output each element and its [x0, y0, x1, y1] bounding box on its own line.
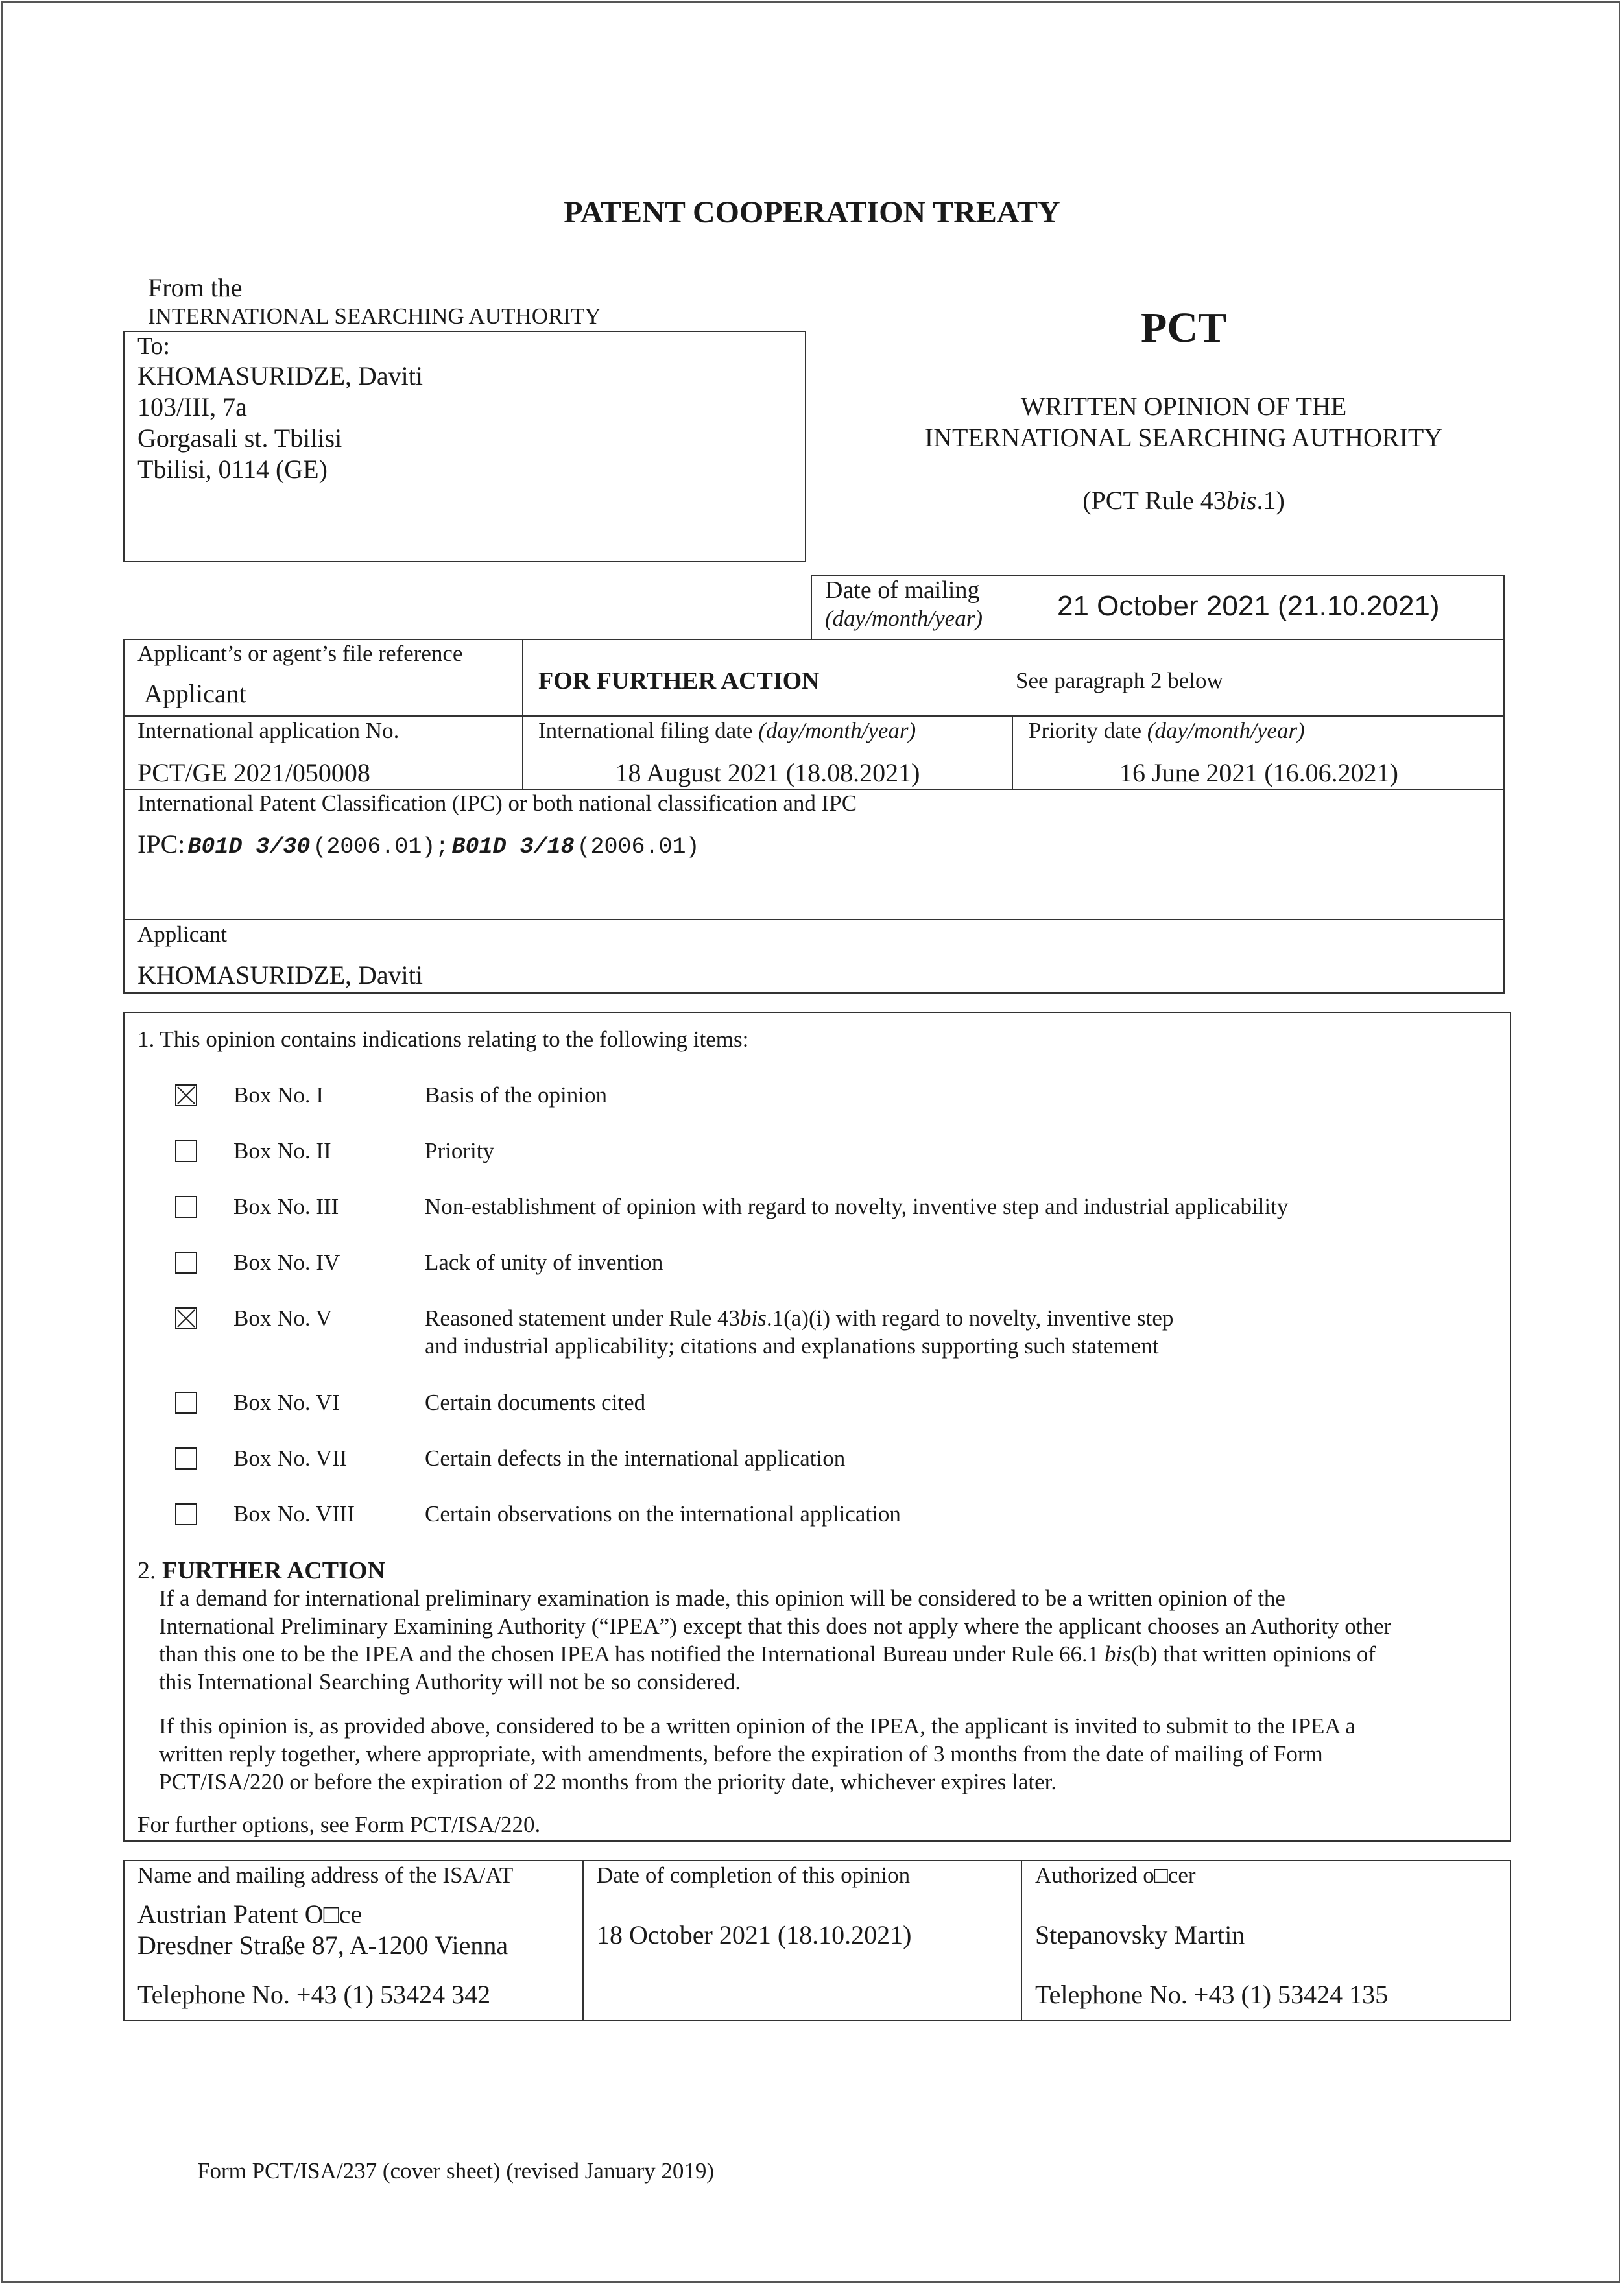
priority-date-format: (day/month/year) [1147, 718, 1305, 743]
ipc-class-2: B01D 3/18 [451, 834, 575, 860]
box-no-label: Box No. II [233, 1138, 331, 1163]
paragraph-line-part-b: (b) that written opinions of [1130, 1641, 1376, 1667]
authorized-officer-label: Authorized o□cer [1035, 1863, 1196, 1888]
box-description: Priority [425, 1138, 494, 1163]
application-no-label: International application No. [137, 718, 400, 743]
priority-date-label-text: Priority date [1029, 718, 1141, 743]
divider [1021, 1860, 1022, 2021]
checkbox-box-ii[interactable] [175, 1140, 197, 1162]
further-action-note: See paragraph 2 below [1016, 668, 1223, 693]
ipc-version-2: (2006.01) [577, 834, 700, 860]
applicant-value: KHOMASURIDZE, Daviti [137, 960, 423, 990]
pct-logo: PCT [1141, 304, 1226, 351]
checkbox-box-iii[interactable] [175, 1196, 197, 1218]
to-label: To: [137, 333, 171, 360]
box-no-label: Box No. IV [233, 1250, 340, 1275]
checkbox-box-iv[interactable] [175, 1252, 197, 1274]
paragraph-line: written reply together, where appropriate, with amendments, before the expiration of 3 months from the date of mailing of Form [159, 1741, 1323, 1767]
paragraph-line: International Preliminary Examining Authority (“IPEA”) except that this does not apply where the applicant chooses an Authority other [159, 1613, 1392, 1639]
paragraph-line [159, 1640, 1391, 1668]
box-no-label: Box No. VIII [233, 1501, 355, 1527]
paragraph-line: this International Searching Authority will not be so considered. [159, 1669, 741, 1695]
checkbox-box-v[interactable] [175, 1307, 197, 1329]
box-description: Lack of unity of invention [425, 1250, 663, 1275]
authority-label: INTERNATIONAL SEARCHING AUTHORITY [148, 304, 601, 329]
mailing-value: 21 October 2021 (21.10.2021) [1057, 590, 1440, 622]
isa-name: Austrian Patent O□ce [137, 1899, 363, 1929]
filing-date-format: (day/month/year) [758, 718, 916, 743]
checkbox-box-vii[interactable] [175, 1447, 197, 1470]
ipc-class-1: B01D 3/30 [187, 834, 311, 860]
checkbox-box-viii[interactable] [175, 1503, 197, 1525]
ipc-label: International Patent Classification (IPC) or both national classification and IPC [137, 791, 857, 816]
box-no-label: Box No. V [233, 1305, 333, 1331]
priority-date-label [1029, 718, 1305, 744]
box-description: Basis of the opinion [425, 1082, 607, 1108]
addressee-line-4: Tbilisi, 0114 (GE) [137, 455, 328, 484]
completion-date-label: Date of completion of this opinion [597, 1863, 911, 1888]
filing-date-value: 18 August 2021 (18.08.2021) [615, 758, 920, 787]
doc-title-line-1: WRITTEN OPINION OF THE [1020, 392, 1347, 421]
box-description: Certain defects in the international application [425, 1446, 846, 1471]
isa-phone: Telephone No. +43 (1) 53424 342 [137, 1980, 491, 2009]
box-description: Non-establishment of opinion with regard to novelty, inventive step and industrial applicability [425, 1194, 1289, 1219]
box-no-label: Box No. VI [233, 1390, 340, 1415]
paragraph-line: PCT/ISA/220 or before the expiration of 22 months from the priority date, whichever expires later. [159, 1769, 1057, 1794]
addressee-line-3: Gorgasali st. Tbilisi [137, 423, 342, 453]
pct-rule-prefix: (PCT Rule 43 [1082, 486, 1226, 515]
box-v-desc-italic: bis [739, 1305, 767, 1331]
checkbox-box-i[interactable] [175, 1084, 197, 1106]
box-v-desc-part-a: Reasoned statement under Rule 43 [425, 1305, 740, 1331]
ipc-prefix: IPC: [137, 829, 185, 859]
filing-date-label [538, 718, 916, 744]
box-description: Certain documents cited [425, 1390, 646, 1415]
mailing-label: Date of mailing [825, 577, 980, 604]
paragraph-line: If this opinion is, as provided above, considered to be a written opinion of the IPEA, the applicant is invited to submit to the IPEA a [159, 1713, 1355, 1739]
application-no-value: PCT/GE 2021/050008 [137, 758, 370, 787]
box-v-desc-part-b: .1(a)(i) with regard to novelty, inventive step [766, 1305, 1174, 1331]
divider [123, 919, 1505, 920]
authorized-officer-name: Stepanovsky Martin [1035, 1920, 1245, 1949]
box-no-label: Box No. III [233, 1194, 339, 1219]
divider [123, 789, 1505, 790]
box-no-label: Box No. I [233, 1082, 324, 1108]
addressee-line-2: 103/III, 7a [137, 392, 247, 422]
paragraph-line-part-a: than this one to be the IPEA and the chosen IPEA has notified the International Bureau under Rule 66.1 [159, 1641, 1105, 1667]
filing-date-label-text: International filing date [538, 718, 753, 743]
isa-label: Name and mailing address of the ISA/AT [137, 1863, 514, 1888]
checkbox-box-vi[interactable] [175, 1392, 197, 1414]
further-action-number: 2. [137, 1557, 156, 1584]
file-ref-value: Applicant [144, 679, 246, 708]
box-no-label: Box No. VII [233, 1446, 348, 1471]
document-header-title: PATENT COOPERATION TREATY [564, 195, 1060, 230]
divider [582, 1860, 584, 2021]
further-action-heading-text: FURTHER ACTION [162, 1557, 385, 1584]
from-label: From the [148, 273, 243, 302]
pct-rule-italic: bis [1226, 486, 1257, 515]
divider [123, 715, 1505, 717]
further-action-paragraph-1 [159, 1584, 1391, 1696]
box-description [425, 1305, 1173, 1331]
pct-rule [843, 485, 1524, 516]
file-ref-label: Applicant’s or agent’s file reference [137, 641, 463, 666]
further-action-paragraph-2 [159, 1712, 1355, 1796]
box-description-line-2: and industrial applicability; citations and explanations supporting such statement [425, 1333, 1159, 1359]
paragraph-line-italic: bis [1105, 1641, 1131, 1667]
pct-rule-suffix: .1) [1256, 486, 1285, 515]
paragraph-line: If a demand for international preliminary examination is made, this opinion will be considered to be a written opinion of the [159, 1586, 1285, 1611]
priority-date-value: 16 June 2021 (16.06.2021) [1119, 758, 1398, 787]
form-footer: Form PCT/ISA/237 (cover sheet) (revised January 2019) [197, 2158, 715, 2184]
authorized-officer-phone: Telephone No. +43 (1) 53424 135 [1035, 1980, 1389, 2009]
ipc-version-1: (2006.01); [313, 834, 449, 860]
further-options-note: For further options, see Form PCT/ISA/220. [137, 1812, 541, 1837]
doc-title-line-2: INTERNATIONAL SEARCHING AUTHORITY [924, 423, 1443, 452]
ipc-classification [137, 829, 700, 860]
further-action-heading [137, 1556, 385, 1585]
addressee-line-1: KHOMASURIDZE, Daviti [137, 361, 423, 390]
box-description: Certain observations on the international application [425, 1501, 901, 1527]
completion-date-value: 18 October 2021 (18.10.2021) [597, 1920, 912, 1949]
further-action-label: FOR FURTHER ACTION [538, 667, 820, 695]
applicant-label: Applicant [137, 922, 228, 947]
isa-address: Dresdner Straße 87, A-1200 Vienna [137, 1931, 508, 1960]
items-intro: 1. This opinion contains indications relating to the following items: [137, 1027, 749, 1052]
mailing-format: (day/month/year) [825, 606, 983, 631]
